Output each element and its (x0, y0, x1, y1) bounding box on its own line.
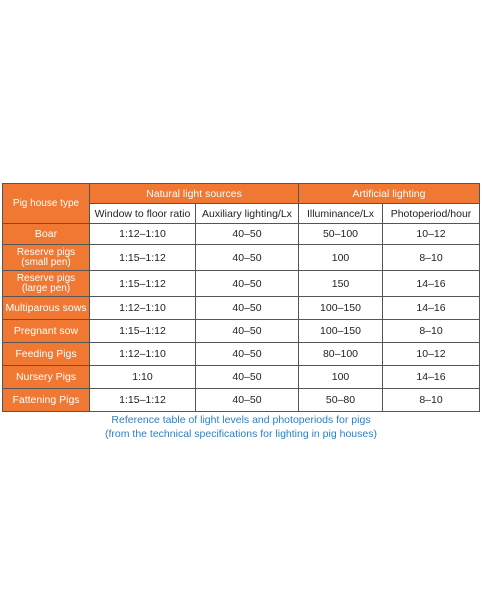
cell-illuminance: 50–100 (299, 224, 383, 245)
light-table-container (2, 183, 479, 412)
row-type-label: Nursery Pigs (3, 366, 90, 389)
row-type-label: Boar (3, 224, 90, 245)
header-auxiliary-lighting: Auxiliary lighting/Lx (196, 204, 299, 224)
table-header-row-1 (3, 184, 480, 204)
table-row (3, 271, 480, 297)
header-illuminance: Illuminance/Lx (299, 204, 383, 224)
cell-illuminance: 150 (299, 271, 383, 297)
header-pig-house-type: Pig house type (3, 184, 90, 224)
cell-auxiliary: 40–50 (196, 389, 299, 412)
row-type-label: Reserve pigs (large pen) (3, 271, 90, 297)
table-row (3, 297, 480, 320)
cell-illuminance: 80–100 (299, 343, 383, 366)
header-window-to-floor-ratio: Window to floor ratio (90, 204, 196, 224)
cell-window-ratio: 1:12–1:10 (90, 343, 196, 366)
cell-window-ratio: 1:15–1:12 (90, 271, 196, 297)
caption-line-1: Reference table of light levels and photoperiods for pigs (111, 414, 371, 426)
row-type-label: Pregnant sow (3, 320, 90, 343)
row-type-label: Reserve pigs (small pen) (3, 245, 90, 271)
cell-photoperiod: 14–16 (383, 366, 480, 389)
table-caption (0, 413, 482, 441)
cell-auxiliary: 40–50 (196, 245, 299, 271)
caption-line-2: (from the technical specifications for lighting in pig houses) (105, 428, 377, 440)
cell-illuminance: 100–150 (299, 320, 383, 343)
cell-photoperiod: 10–12 (383, 343, 480, 366)
cell-window-ratio: 1:15–1:12 (90, 389, 196, 412)
table-row (3, 320, 480, 343)
table-row (3, 389, 480, 412)
cell-photoperiod: 8–10 (383, 245, 480, 271)
cell-auxiliary: 40–50 (196, 320, 299, 343)
table-row (3, 245, 480, 271)
row-type-label: Feeding Pigs (3, 343, 90, 366)
row-type-label: Fattening Pigs (3, 389, 90, 412)
cell-auxiliary: 40–50 (196, 271, 299, 297)
cell-photoperiod: 8–10 (383, 320, 480, 343)
cell-photoperiod: 8–10 (383, 389, 480, 412)
cell-illuminance: 100 (299, 245, 383, 271)
light-levels-table (2, 183, 480, 412)
table-row (3, 366, 480, 389)
cell-window-ratio: 1:15–1:12 (90, 320, 196, 343)
table-row (3, 343, 480, 366)
table-row (3, 224, 480, 245)
cell-auxiliary: 40–50 (196, 343, 299, 366)
cell-window-ratio: 1:10 (90, 366, 196, 389)
header-natural-light-sources: Natural light sources (90, 184, 299, 204)
cell-photoperiod: 10–12 (383, 224, 480, 245)
cell-window-ratio: 1:12–1:10 (90, 224, 196, 245)
cell-window-ratio: 1:12–1:10 (90, 297, 196, 320)
cell-illuminance: 100–150 (299, 297, 383, 320)
cell-photoperiod: 14–16 (383, 271, 480, 297)
row-type-label: Multiparous sows (3, 297, 90, 320)
cell-window-ratio: 1:15–1:12 (90, 245, 196, 271)
header-artificial-lighting: Artificial lighting (299, 184, 480, 204)
header-photoperiod: Photoperiod/hour (383, 204, 480, 224)
cell-auxiliary: 40–50 (196, 224, 299, 245)
cell-illuminance: 100 (299, 366, 383, 389)
cell-auxiliary: 40–50 (196, 366, 299, 389)
cell-illuminance: 50–80 (299, 389, 383, 412)
cell-photoperiod: 14–16 (383, 297, 480, 320)
cell-auxiliary: 40–50 (196, 297, 299, 320)
